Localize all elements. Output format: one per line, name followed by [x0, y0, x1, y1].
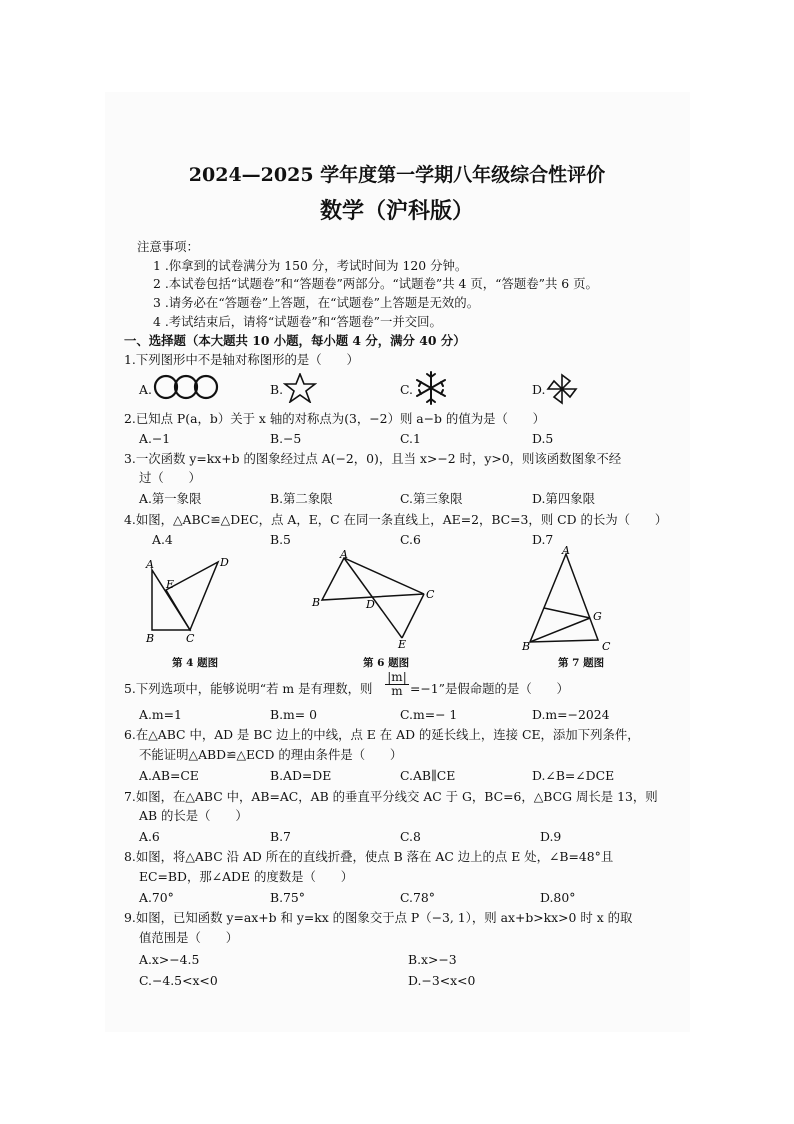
fraction-numerator: |m|: [387, 670, 407, 684]
exam-title: 2024—2025 学年度第一学期八年级综合性评价: [188, 164, 606, 186]
subject-title: 数学（沪科版）: [319, 198, 474, 224]
star-icon: [283, 373, 317, 403]
question-9-stem: 9.如图，已知函数 y=ax+b 和 y=kx 的图象交于点 P（−3, 1），则 ax+b>kx>0 时 x 的取: [124, 910, 633, 925]
question-3-stem: 3.一次函数 y=kx+b 的图象经过点 A(−2，0)，且当 x>−2 时，y>0，则该函数图象不经: [124, 451, 622, 466]
figure-6: [310, 548, 440, 650]
q6-option-c: C.AB∥CE: [400, 768, 456, 783]
q6-option-b: B.AD=DE: [270, 768, 332, 783]
question-6-stem-cont: 不能证明△ABD≌△ECD 的理由条件是（ ）: [139, 747, 403, 762]
question-4-stem: 4.如图，△ABC≌△DEC，点 A，E，C 在同一条直线上，AE=2，BC=3，则 CD 的长为（ ）: [124, 512, 668, 527]
q5-option-c: C.m=− 1: [400, 707, 458, 722]
q8-option-c: C.78°: [400, 890, 435, 905]
section-heading: 一、选择题（本大题共 10 小题，每小题 4 分，满分 40 分）: [124, 333, 466, 348]
q6-option-a: A.AB=CE: [139, 768, 199, 783]
q2-option-d: D.5: [532, 431, 554, 446]
q2-option-b: B.−5: [270, 431, 302, 446]
q7-option-d: D.9: [540, 829, 562, 844]
question-1-stem: 1.下列图形中不是轴对称图形的是（ ）: [124, 352, 359, 367]
question-5-stem-cont: =−1”是假命题的是（ ）: [410, 681, 569, 696]
notice-item: 2 .本试卷包括“试题卷”和“答题卷”两部分。“试题卷”共 4 页，“答题卷”共 6 页。: [153, 276, 598, 291]
q3-option-a: A.第一象限: [139, 491, 202, 506]
q9-option-d: D.−3<x<0: [408, 973, 476, 988]
q8-option-d: D.80°: [540, 890, 576, 905]
notice-item: 3 .请务必在“答题卷”上答题，在“试题卷”上答题是无效的。: [153, 295, 480, 310]
notice-heading: 注意事项：: [137, 239, 199, 254]
q5-option-d: D.m=−2024: [532, 707, 610, 722]
fig4-label-d: D: [220, 556, 229, 569]
figure-7-caption: 第 7 题图: [558, 657, 605, 669]
q5-option-b: B.m= 0: [270, 707, 317, 722]
question-3-stem-cont: 过（ ）: [139, 470, 201, 485]
q9-option-b: B.x>−3: [408, 952, 457, 967]
q2-option-c: C.1: [400, 431, 421, 446]
figure-7: [516, 544, 616, 652]
fig7-label-c: C: [602, 640, 611, 652]
fig6-label-e: E: [398, 638, 407, 650]
figure-6-caption: 第 6 题图: [363, 657, 410, 669]
question-9-stem-cont: 值范围是（ ）: [139, 930, 239, 945]
fig7-label-b: B: [522, 640, 531, 652]
q9-option-a: A.x>−4.5: [139, 952, 200, 967]
q6-option-d: D.∠B=∠DCE: [532, 768, 615, 783]
q3-option-d: D.第四象限: [532, 491, 595, 506]
notice-item: 4 .考试结束后，请将“试题卷”和“答题卷”一并交回。: [153, 314, 442, 329]
pinwheel-icon: [545, 372, 579, 406]
question-7-stem-cont: AB 的长是（ ）: [139, 808, 248, 823]
olympic-rings-icon: [152, 372, 220, 402]
q1-option-a: A.: [139, 382, 152, 397]
fig7-label-a: A: [562, 544, 570, 557]
q7-option-a: A.6: [139, 829, 160, 844]
fig4-label-e: E: [166, 578, 175, 591]
question-5-stem: 5.下列选项中，能够说明“若 m 是有理数，则: [124, 681, 373, 696]
q1-option-b: B.: [270, 382, 284, 397]
q8-option-a: A.70°: [139, 890, 174, 905]
fig4-label-b: B: [146, 632, 155, 644]
figure-4: [140, 552, 235, 644]
q3-option-c: C.第三象限: [400, 491, 463, 506]
question-2-stem: 2.已知点 P(a，b）关于 x 轴的对称点为(3，−2）则 a−b 的值为是（ ）: [124, 411, 546, 426]
fig6-label-d: D: [366, 598, 375, 611]
q5-option-a: A.m=1: [139, 707, 182, 722]
fig7-label-g: G: [593, 610, 602, 623]
q7-option-b: B.7: [270, 829, 291, 844]
question-8-stem-cont: EC=BD，那∠ADE 的度数是（ ）: [139, 869, 354, 884]
fig6-label-c: C: [426, 588, 435, 601]
snowflake-icon: [413, 370, 449, 406]
q8-option-b: B.75°: [270, 890, 306, 905]
q9-option-c: C.−4.5<x<0: [139, 973, 218, 988]
fig6-label-b: B: [312, 596, 321, 609]
fig6-label-a: A: [340, 548, 348, 561]
q1-option-d: D.: [532, 382, 546, 397]
fraction-denominator: m: [385, 684, 409, 698]
q1-option-c: C.: [400, 382, 413, 397]
fig4-label-c: C: [186, 632, 195, 644]
q4-option-c: C.6: [400, 532, 421, 547]
q7-option-c: C.8: [400, 829, 421, 844]
q4-option-d: D.7: [532, 532, 554, 547]
question-6-stem: 6.在△ABC 中，AD 是 BC 边上的中线，点 E 在 AD 的延长线上，连接 CE，添加下列条件，: [124, 727, 640, 742]
question-7-stem: 7.如图，在△ABC 中，AB=AC，AB 的垂直平分线交 AC 于 G，BC=6，△BCG 周长是 13，则: [124, 789, 658, 804]
q2-option-a: A.−1: [139, 431, 171, 446]
q4-option-b: B.5: [270, 532, 291, 547]
fig4-label-a: A: [146, 558, 154, 571]
q4-option-a: A.4: [152, 532, 173, 547]
q3-option-b: B.第二象限: [270, 491, 333, 506]
question-8-stem: 8.如图，将△ABC 沿 AD 所在的直线折叠，使点 B 落在 AC 边上的点 E 处，∠B=48°且: [124, 849, 614, 864]
figure-4-caption: 第 4 题图: [172, 657, 219, 669]
notice-item: 1 .你拿到的试卷满分为 150 分，考试时间为 120 分钟。: [153, 258, 468, 273]
q5-fraction: [385, 671, 409, 698]
